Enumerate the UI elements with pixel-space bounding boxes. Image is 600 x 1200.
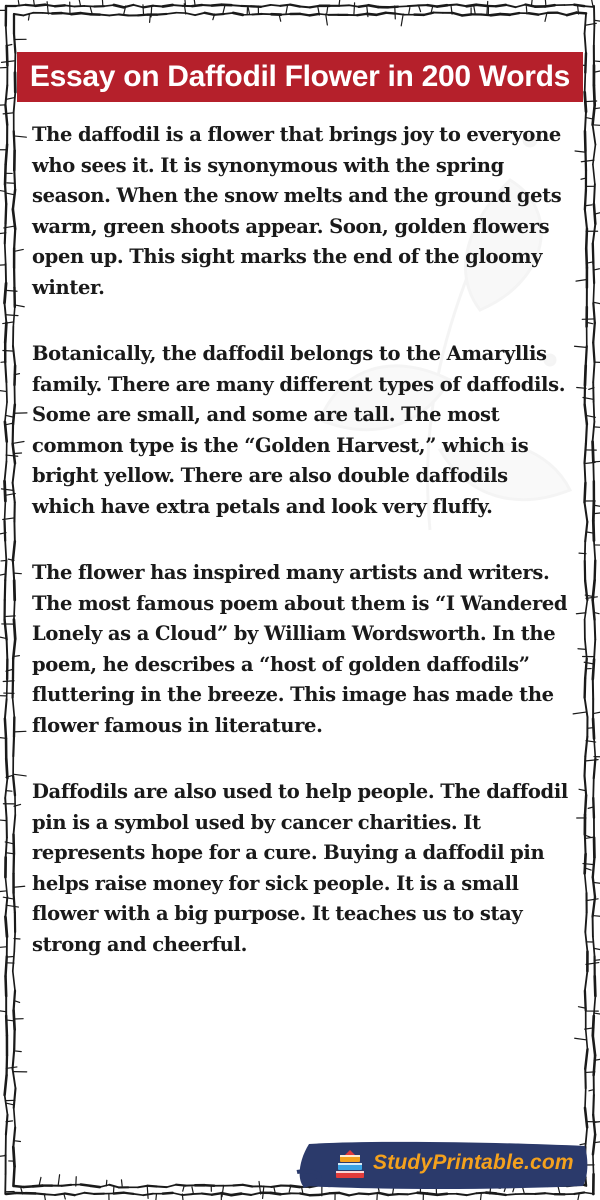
paragraph-3: The flower has inspired many artists and writers. The most famous poem about them is “I Wandered Lonely as a Cloud” by William Wordsworth. In the poem, he describes a “host of golden daffodils” fluttering in the breeze. This image has made the flower famous in literature. [32, 561, 568, 737]
paragraph-4: Daffodils are also used to help people. The daffodil pin is a symbol used by cancer charities. It represents hope for a cure. Buying a daffodil pin helps raise money for sick people. It is a small flower with a big purpose. It teaches us to stay strong and cheerful. [32, 780, 568, 956]
paragraph-1: The daffodil is a flower that brings joy to everyone who sees it. It is synonymous with the spring season. When the snow melts and the ground gets warm, green shoots appear. Soon, golden flowers open up. This sight marks the end of the gloomy winter. [32, 123, 562, 299]
essay-title: Essay on Daffodil Flower in 200 Words [29, 60, 571, 93]
book-stack-icon [333, 1149, 367, 1181]
title-banner [17, 52, 583, 102]
brand-name: StudyPrintable.com [373, 1151, 574, 1174]
brand-logo[interactable] [295, 1138, 591, 1192]
paragraph-2: Botanically, the daffodil belongs to the Amaryllis family. There are many different types of daffodils. Some are small, and some are tall. The most common type is the “Golden Harvest,” which is bright yellow. There are also double daffodils which have extra petals and look very fluffy. [32, 342, 566, 518]
essay-body [32, 120, 572, 996]
